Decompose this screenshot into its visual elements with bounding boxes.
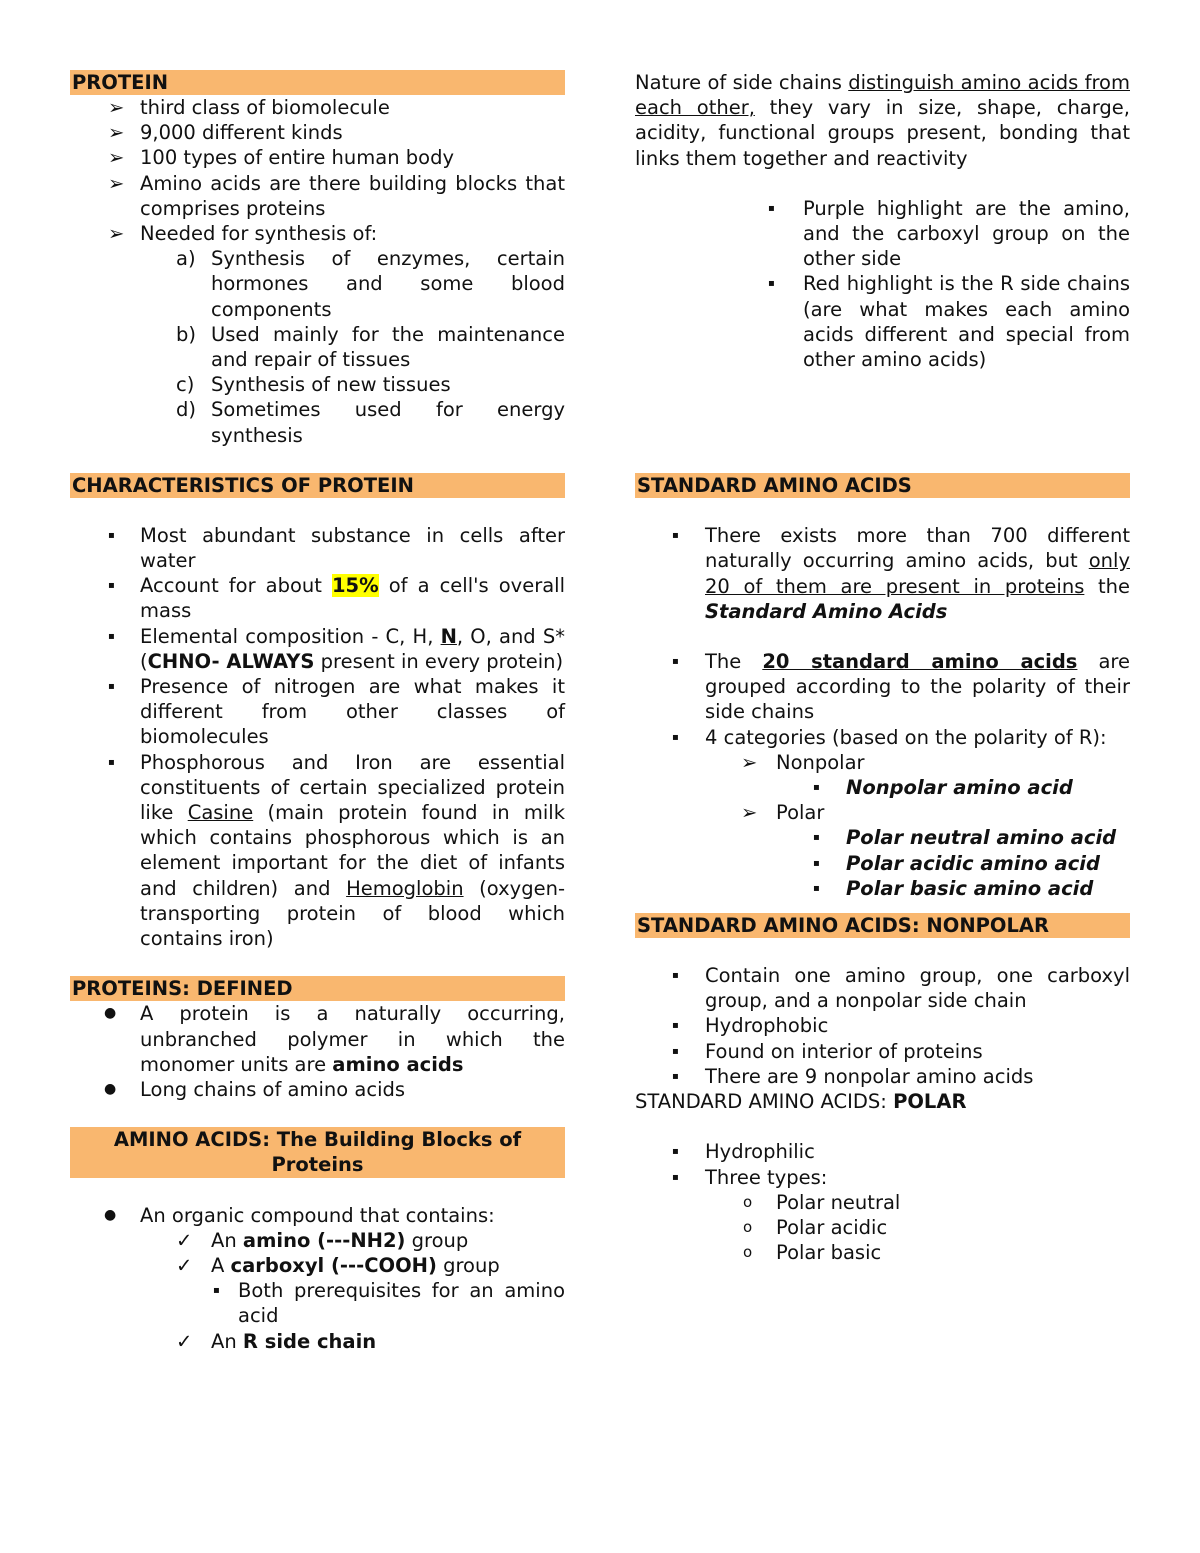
section-header-characteristics: CHARACTERISTICS OF PROTEIN (70, 473, 565, 498)
list-item: ▪ Purple highlight are the amino, and the carboxyl group on the other side (768, 196, 1130, 271)
nonpolar-list (635, 963, 1130, 1089)
sub-sub-list-item: ▪ Both prerequisites for an amino acid (213, 1279, 565, 1328)
square-bullet-icon: ▪ (672, 1070, 679, 1082)
arrow-bullet-icon: ➢ (741, 750, 758, 774)
list-item: ▪ Three types: (672, 1165, 828, 1189)
sub-sub-list-item: ▪ Polar acidic amino acid (813, 851, 1100, 875)
square-bullet-icon: ▪ (672, 1146, 679, 1158)
letter-marker: c) (176, 373, 195, 397)
list-item: ➢ third class of biomolecule (108, 96, 390, 119)
sub-list-item: ✓ An R side chain (176, 1329, 377, 1353)
list-item: ▪ Found on interior of proteins (672, 1039, 983, 1063)
square-bullet-icon: ▪ (813, 857, 820, 869)
sub-sub-list-item: ▪ Polar basic amino acid (813, 876, 1094, 900)
highlighted-percentage: 15% (331, 574, 379, 598)
sub-list-item: a) Synthesis of enzymes, certain hormones and some blood components (176, 247, 565, 321)
dot-bullet-icon: ● (104, 1080, 117, 1097)
square-bullet-icon: ▪ (768, 202, 775, 214)
square-bullet-icon: ▪ (672, 1020, 679, 1032)
list-item: ➢ Needed for synthesis of: (108, 222, 378, 246)
sub-list-item: o Polar acidic (743, 1215, 888, 1239)
letter-marker: d) (176, 398, 196, 422)
list-item: ● An organic compound that contains: (104, 1203, 495, 1227)
square-bullet-icon: ▪ (672, 1045, 679, 1057)
arrow-bullet-icon: ➢ (108, 222, 125, 246)
list-item: ▪ Presence of nitrogen are what makes it different from other classes of biomolecules (108, 675, 565, 749)
letter-marker: a) (176, 247, 196, 271)
amino-acids-list (70, 1203, 565, 1354)
arrow-bullet-icon: ➢ (108, 146, 125, 170)
square-bullet-icon: ▪ (768, 278, 775, 290)
list-item: ▪ Phosphorous and Iron are essential constituents of certain specialized protein like Casine (main protein found in milk which contains phosphorous which is an element important for the diet of infants and children) and Hemoglobin (oxygen-transporting protein of blood which contains iron) (108, 750, 565, 951)
list-item: ▪ 4 categories (based on the polarity of R): (672, 725, 1107, 749)
sub-sub-list-item: ▪ Polar neutral amino acid (813, 826, 1117, 850)
sub-list-item: d) Sometimes used for energy synthesis (176, 398, 565, 447)
protein-list (70, 95, 565, 448)
list-item: ▪ The 20 standard amino acids are grouped according to the polarity of their side chains (672, 650, 1130, 724)
square-bullet-icon: ▪ (672, 731, 679, 743)
arrow-bullet-icon: ➢ (741, 801, 758, 825)
list-item: ▪ Contain one amino group, one carboxyl group, and a nonpolar side chain (672, 964, 1130, 1013)
list-item: ➢ 100 types of entire human body (108, 146, 454, 170)
characteristics-list (70, 523, 565, 951)
sub-list-item: o Polar neutral (743, 1190, 901, 1214)
highlight-notes-list (635, 196, 1130, 372)
section-header-protein: PROTEIN (70, 70, 565, 95)
polar-list (635, 1139, 1130, 1265)
list-item: ▪ Elemental composition - C, H, N, O, and S* (CHNO- ALWAYS present in every protein) (108, 624, 565, 673)
list-item: ▪ Red highlight is the R side chains (are what makes each amino acids different and special from other amino acids) (768, 272, 1130, 372)
section-header-defined: PROTEINS: DEFINED (70, 976, 565, 1001)
dot-bullet-icon: ● (104, 1206, 117, 1223)
square-bullet-icon: ▪ (672, 1171, 679, 1183)
sub-list-item: ➢ Nonpolar (741, 750, 865, 774)
check-icon: ✓ (176, 1253, 193, 1277)
list-item: ➢ 9,000 different kinds (108, 121, 343, 145)
square-bullet-icon: ▪ (108, 756, 115, 768)
polar-heading: STANDARD AMINO ACIDS: POLAR (635, 1090, 967, 1114)
list-item: ➢ Amino acids are there building blocks that comprises proteins (108, 171, 565, 220)
check-icon: ✓ (176, 1228, 193, 1252)
list-item: ▪ Most abundant substance in cells after water (108, 523, 565, 573)
defined-list (70, 1001, 565, 1102)
section-header-nonpolar: STANDARD AMINO ACIDS: NONPOLAR (635, 913, 1130, 938)
square-bullet-icon: ▪ (813, 882, 820, 894)
list-item: ▪ Hydrophilic (672, 1140, 815, 1164)
circle-bullet-icon: o (743, 1217, 753, 1236)
side-chain-paragraph: Nature of side chains distinguish amino acids from each other, they vary in size, shape, charge, acidity, functional groups present, bonding that links them together and reactivity (635, 71, 1131, 170)
standard-list (635, 523, 1130, 901)
sub-list-item: ✓ An amino (---NH2) group (176, 1228, 469, 1252)
square-bullet-icon: ▪ (813, 832, 820, 844)
sub-list-item: b) Used mainly for the maintenance and repair of tissues (176, 322, 565, 372)
circle-bullet-icon: o (743, 1192, 753, 1211)
sub-list-item: ✓ A carboxyl (---COOH) group (176, 1253, 500, 1277)
left-column (70, 70, 565, 1354)
list-item: ▪ There are 9 nonpolar amino acids (672, 1064, 1034, 1088)
list-item: ▪ There exists more than 700 different naturally occurring amino acids, but only 20 of them are present in proteins the Standard Amino Acids (672, 524, 1130, 623)
square-bullet-icon: ▪ (108, 681, 115, 693)
section-header-standard: STANDARD AMINO ACIDS (635, 473, 1130, 498)
circle-bullet-icon: o (743, 1243, 753, 1262)
square-bullet-icon: ▪ (813, 782, 820, 794)
sub-list-item: c) Synthesis of new tissues (176, 373, 451, 397)
sub-list-item: o Polar basic (743, 1241, 882, 1265)
letter-marker: b) (176, 322, 196, 346)
square-bullet-icon: ▪ (108, 630, 115, 642)
square-bullet-icon: ▪ (108, 580, 115, 592)
square-bullet-icon: ▪ (672, 530, 679, 542)
arrow-bullet-icon: ➢ (108, 96, 125, 119)
list-item: ▪ Account for about 15% of a cell's overall mass (108, 574, 565, 623)
square-bullet-icon: ▪ (672, 656, 679, 668)
right-column (635, 70, 1130, 1265)
list-item: ● Long chains of amino acids (104, 1077, 406, 1101)
dot-bullet-icon: ● (104, 1005, 117, 1022)
check-icon: ✓ (176, 1329, 193, 1353)
square-bullet-icon: ▪ (213, 1285, 220, 1297)
section-header-amino-acids: AMINO ACIDS: The Building Blocks of Proteins (70, 1127, 565, 1177)
arrow-bullet-icon: ➢ (108, 121, 125, 145)
list-item: ● A protein is a naturally occurring, unbranched polymer in which the monomer units are amino acids (104, 1002, 565, 1076)
list-item: ▪ Hydrophobic (672, 1014, 829, 1038)
square-bullet-icon: ▪ (108, 529, 115, 541)
sub-list-item: ➢ Polar (741, 801, 825, 825)
square-bullet-icon: ▪ (672, 970, 679, 982)
arrow-bullet-icon: ➢ (108, 171, 125, 195)
sub-sub-list-item: ▪ Nonpolar amino acid (813, 776, 1073, 800)
